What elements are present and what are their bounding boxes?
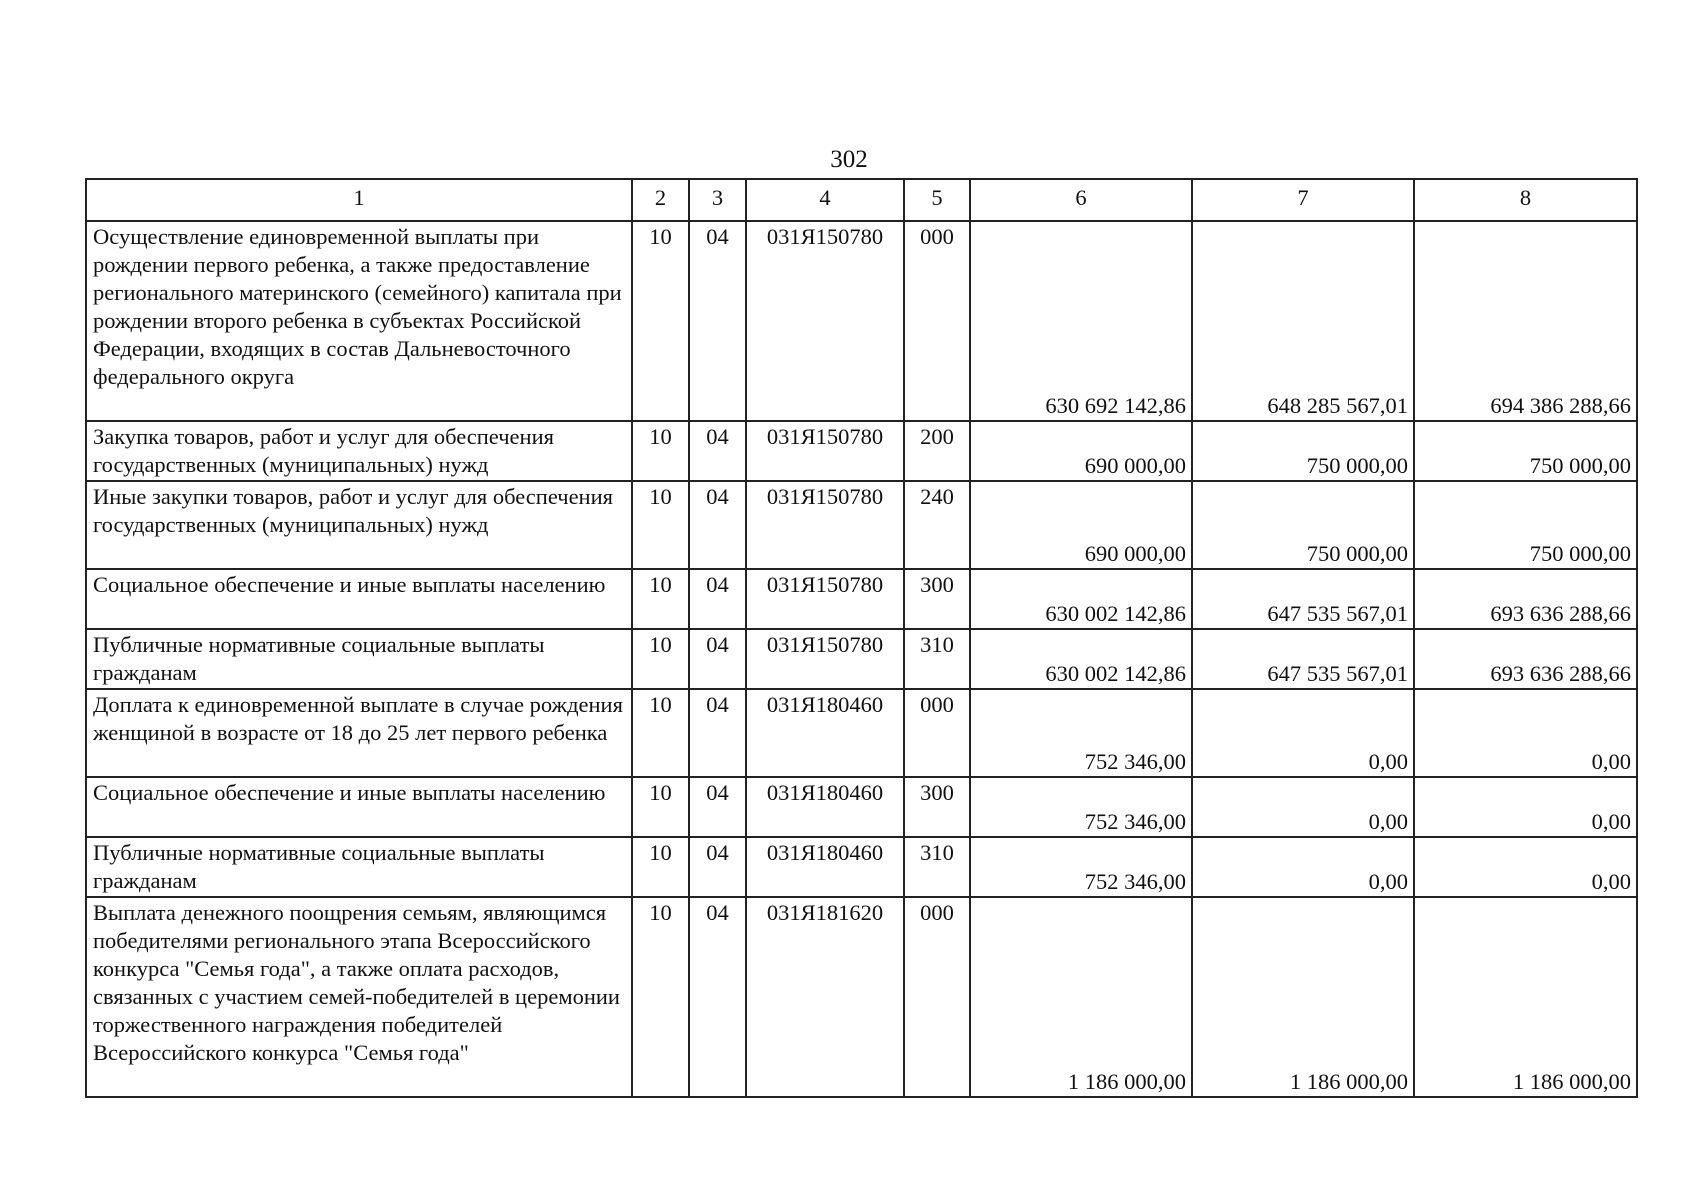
row-podrazdel: 04 bbox=[689, 777, 746, 837]
row-vid-raskhodov: 000 bbox=[904, 221, 970, 421]
row-vid-raskhodov: 300 bbox=[904, 569, 970, 629]
row-amount-6: 690 000,00 bbox=[970, 481, 1192, 569]
column-header-7: 7 bbox=[1192, 179, 1414, 221]
row-amount-6: 630 002 142,86 bbox=[970, 569, 1192, 629]
row-vid-raskhodov: 310 bbox=[904, 837, 970, 897]
row-tselevaya-statya: 031Я180460 bbox=[746, 689, 904, 777]
row-razdel: 10 bbox=[632, 629, 689, 689]
row-amount-7: 750 000,00 bbox=[1192, 421, 1414, 481]
row-name: Доплата к единовременной выплате в случае рождения женщиной в возрасте от 18 до 25 лет первого ребенка bbox=[86, 689, 632, 777]
row-tselevaya-statya: 031Я150780 bbox=[746, 421, 904, 481]
column-header-5: 5 bbox=[904, 179, 970, 221]
column-header-6: 6 bbox=[970, 179, 1192, 221]
row-tselevaya-statya: 031Я150780 bbox=[746, 569, 904, 629]
row-amount-7: 1 186 000,00 bbox=[1192, 897, 1414, 1097]
column-header-1: 1 bbox=[86, 179, 632, 221]
row-amount-7: 0,00 bbox=[1192, 689, 1414, 777]
row-name: Социальное обеспечение и иные выплаты населению bbox=[86, 777, 632, 837]
row-amount-7: 0,00 bbox=[1192, 837, 1414, 897]
header-row bbox=[86, 179, 1637, 221]
row-name: Иные закупки товаров, работ и услуг для обеспечения государственных (муниципальных) нужд bbox=[86, 481, 632, 569]
row-amount-7: 647 535 567,01 bbox=[1192, 629, 1414, 689]
page-number: 302 bbox=[830, 146, 868, 173]
row-name: Социальное обеспечение и иные выплаты населению bbox=[86, 569, 632, 629]
row-razdel: 10 bbox=[632, 837, 689, 897]
row-podrazdel: 04 bbox=[689, 897, 746, 1097]
row-name: Закупка товаров, работ и услуг для обеспечения государственных (муниципальных) нужд bbox=[86, 421, 632, 481]
row-name: Публичные нормативные социальные выплаты гражданам bbox=[86, 629, 632, 689]
row-tselevaya-statya: 031Я180460 bbox=[746, 837, 904, 897]
row-vid-raskhodov: 200 bbox=[904, 421, 970, 481]
row-tselevaya-statya: 031Я150780 bbox=[746, 221, 904, 421]
row-podrazdel: 04 bbox=[689, 629, 746, 689]
table-row bbox=[86, 481, 1637, 569]
row-podrazdel: 04 bbox=[689, 421, 746, 481]
table-row bbox=[86, 689, 1637, 777]
budget-table bbox=[85, 178, 1638, 1098]
row-vid-raskhodov: 310 bbox=[904, 629, 970, 689]
row-amount-6: 630 002 142,86 bbox=[970, 629, 1192, 689]
row-tselevaya-statya: 031Я150780 bbox=[746, 481, 904, 569]
row-amount-8: 0,00 bbox=[1414, 837, 1637, 897]
row-podrazdel: 04 bbox=[689, 689, 746, 777]
row-podrazdel: 04 bbox=[689, 837, 746, 897]
row-razdel: 10 bbox=[632, 569, 689, 629]
row-podrazdel: 04 bbox=[689, 481, 746, 569]
row-name: Публичные нормативные социальные выплаты гражданам bbox=[86, 837, 632, 897]
table-row bbox=[86, 569, 1637, 629]
table-row bbox=[86, 221, 1637, 421]
row-amount-8: 0,00 bbox=[1414, 777, 1637, 837]
row-amount-8: 750 000,00 bbox=[1414, 421, 1637, 481]
table-row bbox=[86, 897, 1637, 1097]
row-amount-7: 647 535 567,01 bbox=[1192, 569, 1414, 629]
row-amount-7: 648 285 567,01 bbox=[1192, 221, 1414, 421]
row-amount-6: 630 692 142,86 bbox=[970, 221, 1192, 421]
table-header bbox=[86, 179, 1637, 221]
row-amount-6: 752 346,00 bbox=[970, 689, 1192, 777]
row-podrazdel: 04 bbox=[689, 221, 746, 421]
column-header-8: 8 bbox=[1414, 179, 1637, 221]
table-body bbox=[86, 221, 1637, 1097]
row-vid-raskhodov: 000 bbox=[904, 689, 970, 777]
row-tselevaya-statya: 031Я181620 bbox=[746, 897, 904, 1097]
row-vid-raskhodov: 300 bbox=[904, 777, 970, 837]
row-razdel: 10 bbox=[632, 897, 689, 1097]
row-amount-8: 750 000,00 bbox=[1414, 481, 1637, 569]
row-name: Осуществление единовременной выплаты при рождении первого ребенка, а также предоставление регионального материнского (семейного) капитала при рождении второго ребенка в субъектах Российской Федерации, входящих в состав Дальневосточного федерального округа bbox=[86, 221, 632, 421]
table-row bbox=[86, 421, 1637, 481]
row-amount-8: 693 636 288,66 bbox=[1414, 629, 1637, 689]
row-amount-8: 693 636 288,66 bbox=[1414, 569, 1637, 629]
table-row bbox=[86, 629, 1637, 689]
row-name: Выплата денежного поощрения семьям, являющимся победителями регионального этапа Всероссийского конкурса "Семья года", а также оплата расходов, связанных с участием семей-победителей в церемонии торжественного награждения победителей Всероссийского конкурса "Семья года" bbox=[86, 897, 632, 1097]
row-amount-8: 0,00 bbox=[1414, 689, 1637, 777]
table-row bbox=[86, 777, 1637, 837]
row-amount-7: 750 000,00 bbox=[1192, 481, 1414, 569]
column-header-2: 2 bbox=[632, 179, 689, 221]
row-amount-7: 0,00 bbox=[1192, 777, 1414, 837]
row-razdel: 10 bbox=[632, 689, 689, 777]
row-razdel: 10 bbox=[632, 481, 689, 569]
row-podrazdel: 04 bbox=[689, 569, 746, 629]
row-amount-6: 752 346,00 bbox=[970, 777, 1192, 837]
row-razdel: 10 bbox=[632, 421, 689, 481]
row-vid-raskhodov: 240 bbox=[904, 481, 970, 569]
column-header-3: 3 bbox=[689, 179, 746, 221]
row-amount-6: 690 000,00 bbox=[970, 421, 1192, 481]
row-amount-8: 694 386 288,66 bbox=[1414, 221, 1637, 421]
column-header-4: 4 bbox=[746, 179, 904, 221]
table-row bbox=[86, 837, 1637, 897]
row-amount-8: 1 186 000,00 bbox=[1414, 897, 1637, 1097]
row-amount-6: 752 346,00 bbox=[970, 837, 1192, 897]
row-razdel: 10 bbox=[632, 777, 689, 837]
row-tselevaya-statya: 031Я150780 bbox=[746, 629, 904, 689]
row-razdel: 10 bbox=[632, 221, 689, 421]
row-amount-6: 1 186 000,00 bbox=[970, 897, 1192, 1097]
row-tselevaya-statya: 031Я180460 bbox=[746, 777, 904, 837]
row-vid-raskhodov: 000 bbox=[904, 897, 970, 1097]
